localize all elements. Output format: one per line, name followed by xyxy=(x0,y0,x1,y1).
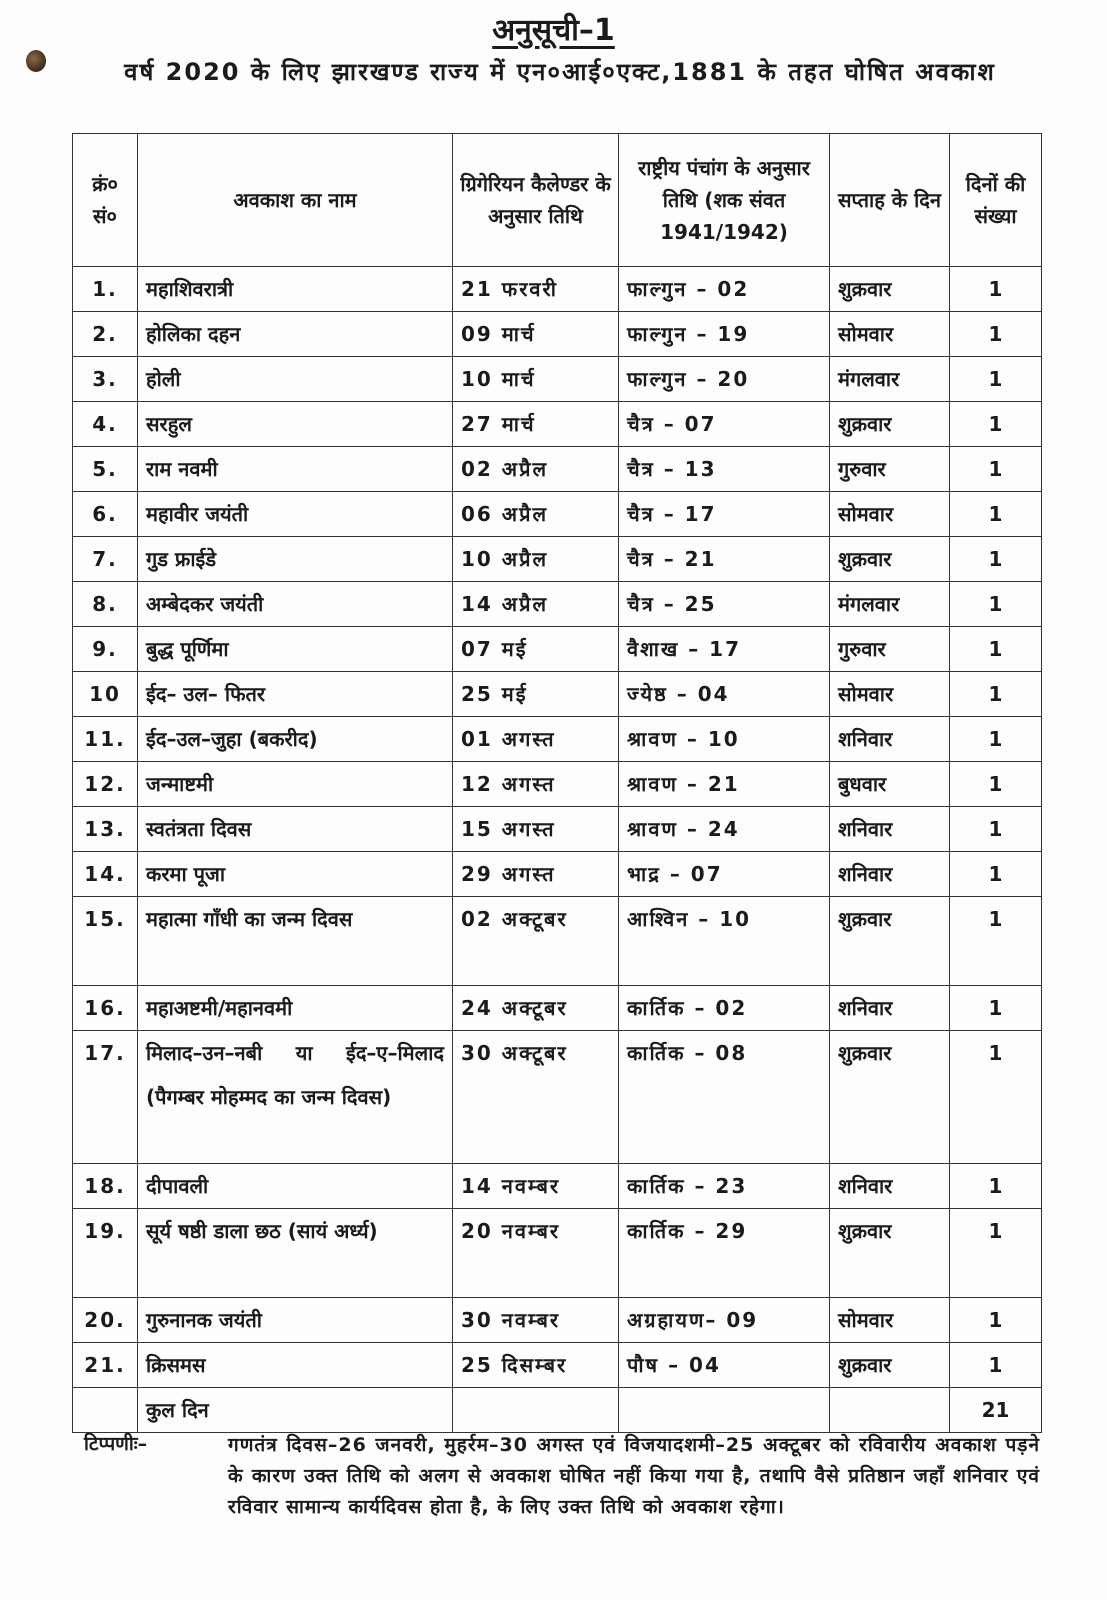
row-gregorian-date: 20 नवम्बर xyxy=(453,1209,619,1298)
row-gregorian-date: 06 अप्रैल xyxy=(453,492,619,537)
row-holiday-name: महावीर जयंती xyxy=(138,492,453,537)
row-holiday-name: ईद– उल– फितर xyxy=(138,672,453,717)
row-holiday-name: होलिका दहन xyxy=(138,312,453,357)
row-sno: 15. xyxy=(73,897,138,986)
row-days: 1 xyxy=(950,1031,1042,1164)
table-row xyxy=(73,852,1042,897)
document-title: अनुसूची–1 xyxy=(492,13,615,48)
row-weekday: शनिवार xyxy=(830,717,950,762)
row-saka-date: आश्विन – 10 xyxy=(619,897,830,986)
row-saka-date: श्रावण – 24 xyxy=(619,807,830,852)
table-row xyxy=(73,897,1042,986)
row-sno: 12. xyxy=(73,762,138,807)
row-days: 1 xyxy=(950,672,1042,717)
table-row xyxy=(73,627,1042,672)
row-gregorian-date: 02 अप्रैल xyxy=(453,447,619,492)
row-saka-date: अग्रहायण– 09 xyxy=(619,1298,830,1343)
row-days: 1 xyxy=(950,627,1042,672)
table-row xyxy=(73,762,1042,807)
header-sno: क्रं० सं० xyxy=(73,134,138,267)
total-saka xyxy=(619,1388,830,1433)
row-weekday: मंगलवार xyxy=(830,357,950,402)
row-days: 1 xyxy=(950,762,1042,807)
table-row xyxy=(73,1164,1042,1209)
row-sno: 8. xyxy=(73,582,138,627)
row-saka-date: श्रावण – 10 xyxy=(619,717,830,762)
row-holiday-name: गुरुनानक जयंती xyxy=(138,1298,453,1343)
row-days: 1 xyxy=(950,1164,1042,1209)
row-holiday-name: करमा पूजा xyxy=(138,852,453,897)
table-row xyxy=(73,1031,1042,1164)
table-row xyxy=(73,1298,1042,1343)
row-saka-date: फाल्गुन – 02 xyxy=(619,267,830,312)
row-saka-date: ज्येष्ठ – 04 xyxy=(619,672,830,717)
punch-hole xyxy=(26,50,46,72)
row-sno: 6. xyxy=(73,492,138,537)
row-saka-date: कार्तिक – 08 xyxy=(619,1031,830,1164)
row-sno: 7. xyxy=(73,537,138,582)
row-gregorian-date: 29 अगस्त xyxy=(453,852,619,897)
table-row xyxy=(73,312,1042,357)
footnote-label: टिप्पणीः– xyxy=(84,1433,148,1455)
table-row xyxy=(73,492,1042,537)
row-days: 1 xyxy=(950,447,1042,492)
row-sno: 4. xyxy=(73,402,138,447)
row-gregorian-date: 07 मई xyxy=(453,627,619,672)
row-days: 1 xyxy=(950,986,1042,1031)
row-weekday: सोमवार xyxy=(830,672,950,717)
row-saka-date: फाल्गुन – 19 xyxy=(619,312,830,357)
row-gregorian-date: 15 अगस्त xyxy=(453,807,619,852)
row-gregorian-date: 25 मई xyxy=(453,672,619,717)
row-gregorian-date: 30 नवम्बर xyxy=(453,1298,619,1343)
table-row xyxy=(73,717,1042,762)
row-sno: 13. xyxy=(73,807,138,852)
row-saka-date: फाल्गुन – 20 xyxy=(619,357,830,402)
row-sno: 5. xyxy=(73,447,138,492)
row-sno: 18. xyxy=(73,1164,138,1209)
row-holiday-name: सरहुल xyxy=(138,402,453,447)
row-sno: 21. xyxy=(73,1343,138,1388)
row-holiday-name: क्रिसमस xyxy=(138,1343,453,1388)
row-gregorian-date: 14 अप्रैल xyxy=(453,582,619,627)
row-saka-date: भाद्र – 07 xyxy=(619,852,830,897)
row-weekday: मंगलवार xyxy=(830,582,950,627)
row-holiday-name: होली xyxy=(138,357,453,402)
row-saka-date: चैत्र – 25 xyxy=(619,582,830,627)
row-sno: 1. xyxy=(73,267,138,312)
row-weekday: शनिवार xyxy=(830,852,950,897)
row-gregorian-date: 14 नवम्बर xyxy=(453,1164,619,1209)
row-saka-date: चैत्र – 13 xyxy=(619,447,830,492)
row-holiday-name: जन्माष्टमी xyxy=(138,762,453,807)
row-saka-date: चैत्र – 21 xyxy=(619,537,830,582)
row-sno: 2. xyxy=(73,312,138,357)
row-saka-date: कार्तिक – 29 xyxy=(619,1209,830,1298)
row-gregorian-date: 21 फरवरी xyxy=(453,267,619,312)
row-sno: 9. xyxy=(73,627,138,672)
table-row xyxy=(73,402,1042,447)
row-days: 1 xyxy=(950,582,1042,627)
header-days: दिनों की संख्या xyxy=(950,134,1042,267)
row-saka-date: कार्तिक – 23 xyxy=(619,1164,830,1209)
row-holiday-name: ईद–उल–जुहा (बकरीद) xyxy=(138,717,453,762)
table-header-row xyxy=(73,134,1042,267)
row-saka-date: चैत्र – 17 xyxy=(619,492,830,537)
row-holiday-name: अम्बेदकर जयंती xyxy=(138,582,453,627)
row-weekday: बुधवार xyxy=(830,762,950,807)
row-days: 1 xyxy=(950,492,1042,537)
row-weekday: सोमवार xyxy=(830,492,950,537)
row-saka-date: पौष – 04 xyxy=(619,1343,830,1388)
row-sno: 14. xyxy=(73,852,138,897)
row-sno: 11. xyxy=(73,717,138,762)
row-weekday: सोमवार xyxy=(830,312,950,357)
row-holiday-name: सूर्य षष्ठी डाला छठ (सायं अर्ध्य) xyxy=(138,1209,453,1298)
row-weekday: शनिवार xyxy=(830,1164,950,1209)
row-days: 1 xyxy=(950,312,1042,357)
row-gregorian-date: 01 अगस्त xyxy=(453,717,619,762)
table-row xyxy=(73,672,1042,717)
row-gregorian-date: 24 अक्टूबर xyxy=(453,986,619,1031)
row-weekday: शनिवार xyxy=(830,807,950,852)
row-sno: 20. xyxy=(73,1298,138,1343)
row-holiday-name: महाशिवरात्री xyxy=(138,267,453,312)
row-weekday: शुक्रवार xyxy=(830,537,950,582)
header-national-date: राष्ट्रीय पंचांग के अनुसार तिथि (शक संवत 1941/1942) xyxy=(619,134,830,267)
row-days: 1 xyxy=(950,1298,1042,1343)
row-days: 1 xyxy=(950,537,1042,582)
row-days: 1 xyxy=(950,357,1042,402)
row-days: 1 xyxy=(950,717,1042,762)
row-gregorian-date: 27 मार्च xyxy=(453,402,619,447)
row-days: 1 xyxy=(950,267,1042,312)
holiday-table xyxy=(72,133,1042,1433)
row-gregorian-date: 10 अप्रैल xyxy=(453,537,619,582)
row-weekday: शुक्रवार xyxy=(830,1343,950,1388)
total-weekday xyxy=(830,1388,950,1433)
table-row xyxy=(73,537,1042,582)
row-weekday: गुरुवार xyxy=(830,627,950,672)
header-gregorian-date: ग्रिगेरियन कैलेण्डर के अनुसार तिथि xyxy=(453,134,619,267)
row-saka-date: कार्तिक – 02 xyxy=(619,986,830,1031)
row-holiday-name: दीपावली xyxy=(138,1164,453,1209)
header-name: अवकाश का नाम xyxy=(138,134,453,267)
row-sno: 16. xyxy=(73,986,138,1031)
total-label: कुल दिन xyxy=(138,1388,453,1433)
row-weekday: शुक्रवार xyxy=(830,1031,950,1164)
row-gregorian-date: 30 अक्टूबर xyxy=(453,1031,619,1164)
table-row xyxy=(73,447,1042,492)
row-weekday: शुक्रवार xyxy=(830,897,950,986)
row-saka-date: श्रावण – 21 xyxy=(619,762,830,807)
total-date xyxy=(453,1388,619,1433)
row-saka-date: वैशाख – 17 xyxy=(619,627,830,672)
row-holiday-name: स्वतंत्रता दिवस xyxy=(138,807,453,852)
table-row xyxy=(73,807,1042,852)
row-sno: 10 xyxy=(73,672,138,717)
row-sno: 19. xyxy=(73,1209,138,1298)
row-gregorian-date: 12 अगस्त xyxy=(453,762,619,807)
row-gregorian-date: 09 मार्च xyxy=(453,312,619,357)
row-weekday: शनिवार xyxy=(830,986,950,1031)
footnote-text: गणतंत्र दिवस–26 जनवरी, मुहर्रम–30 अगस्त एवं विजयादशमी–25 अक्टूबर को रविवारीय अवकाश पड़ने के कारण उक्त तिथि को अलग से अवकाश घोषित नहीं किया गया है, तथापि वैसे प्रतिष्ठान जहाँ शनिवार एवं रविवार सामान्य कार्यदिवस होता है, के लिए उक्त तिथि को अवकाश रहेगा। xyxy=(228,1434,1040,1518)
table-row xyxy=(73,986,1042,1031)
row-days: 1 xyxy=(950,807,1042,852)
row-gregorian-date: 10 मार्च xyxy=(453,357,619,402)
table-row xyxy=(73,582,1042,627)
row-days: 1 xyxy=(950,897,1042,986)
row-days: 1 xyxy=(950,852,1042,897)
row-saka-date: चैत्र – 07 xyxy=(619,402,830,447)
row-holiday-name: महात्मा गाँधी का जन्म दिवस xyxy=(138,897,453,986)
row-days: 1 xyxy=(950,1343,1042,1388)
row-weekday: सोमवार xyxy=(830,1298,950,1343)
row-weekday: शुक्रवार xyxy=(830,1209,950,1298)
row-weekday: शुक्रवार xyxy=(830,402,950,447)
table-row xyxy=(73,357,1042,402)
row-gregorian-date: 25 दिसम्बर xyxy=(453,1343,619,1388)
row-holiday-name: गुड फ्राईडे xyxy=(138,537,453,582)
table-row xyxy=(73,1343,1042,1388)
row-days: 1 xyxy=(950,1209,1042,1298)
total-row xyxy=(73,1388,1042,1433)
total-value: 21 xyxy=(950,1388,1042,1433)
total-sno xyxy=(73,1388,138,1433)
header-weekday: सप्ताह के दिन xyxy=(830,134,950,267)
row-holiday-name: मिलाद–उन–नबी या ईद–ए–मिलाद (पैगम्बर मोहम्मद का जन्म दिवस) xyxy=(138,1031,453,1164)
row-weekday: शुक्रवार xyxy=(830,267,950,312)
table-row xyxy=(73,1209,1042,1298)
row-weekday: गुरुवार xyxy=(830,447,950,492)
document-subtitle: वर्ष 2020 के लिए झारखण्ड राज्य में एन०आई०एक्ट,1881 के तहत घोषित अवकाश xyxy=(124,58,996,86)
row-days: 1 xyxy=(950,402,1042,447)
row-sno: 17. xyxy=(73,1031,138,1164)
row-sno: 3. xyxy=(73,357,138,402)
table-row xyxy=(73,267,1042,312)
row-holiday-name: महाअष्टमी/महानवमी xyxy=(138,986,453,1031)
row-holiday-name: राम नवमी xyxy=(138,447,453,492)
row-gregorian-date: 02 अक्टूबर xyxy=(453,897,619,986)
row-holiday-name: बुद्ध पूर्णिमा xyxy=(138,627,453,672)
